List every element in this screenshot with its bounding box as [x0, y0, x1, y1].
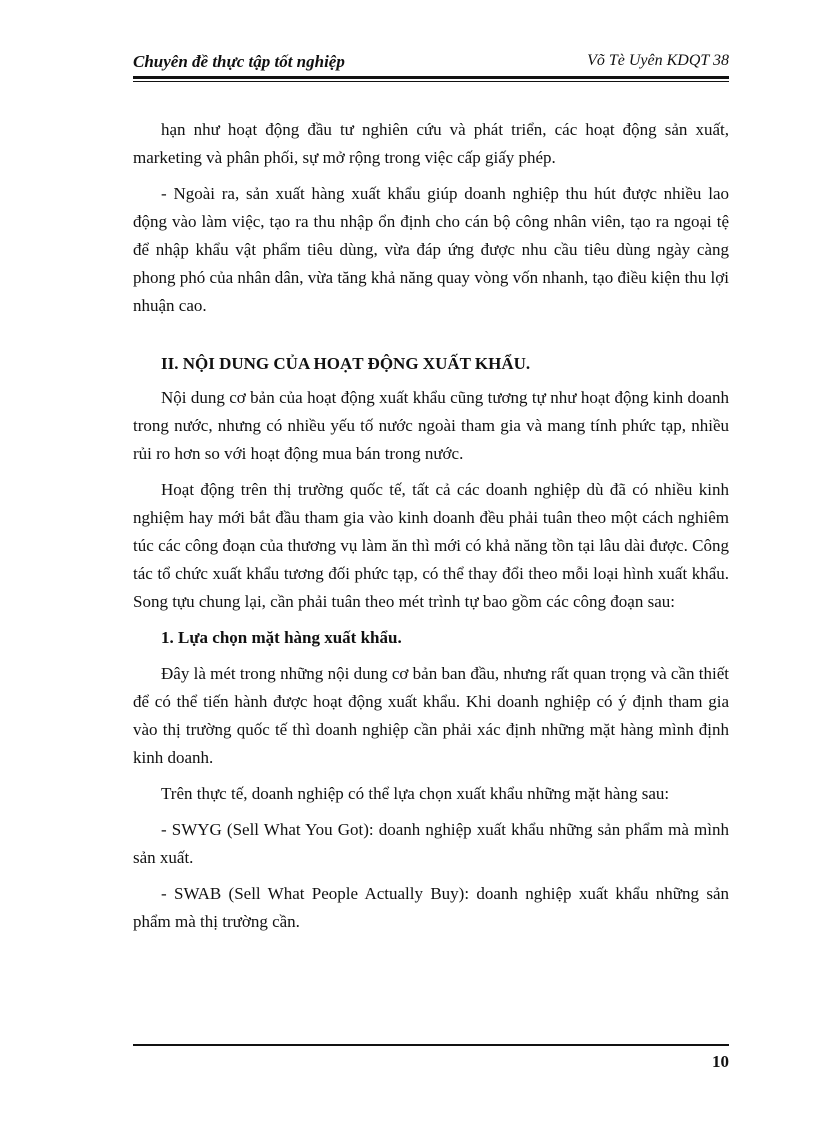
section-heading: II. NỘI DUNG CỦA HOẠT ĐỘNG XUẤT KHẨU.: [161, 354, 531, 373]
author-label: Võ Tè Uyên KDQT 38: [587, 52, 729, 69]
header-divider-thick: [133, 76, 729, 79]
header-divider-thin: [133, 81, 729, 82]
paragraph-product-selection: Đây là mét trong những nội dung cơ bản ban đầu, nhưng rất quan trọng và cần thiết để có thể tiến hành được hoạt động xuất khẩu. Khi doanh nghiệp có ý định tham gia vào thị trường quốc tế thì doanh nghiệp cần phải xác định những mặt hàng mình định kinh doanh.: [133, 664, 729, 767]
paragraph-swyg: - SWYG (Sell What You Got): doanh nghiệp xuất khẩu những sản phẩm mà mình sản xuất.: [133, 820, 729, 867]
paragraph-swab: - SWAB (Sell What People Actually Buy): doanh nghiệp xuất khẩu những sản phẩm mà thị trường cần.: [133, 884, 729, 931]
paragraph-choices-intro: Trên thực tế, doanh nghiệp có thể lựa chọn xuất khẩu những mặt hàng sau:: [161, 784, 670, 803]
page-number: 10: [712, 1052, 729, 1071]
paragraph-research-continuation: hạn như hoạt động đầu tư nghiên cứu và phát triển, các hoạt động sản xuất, marketing và phân phối, sự mở rộng trong việc cấp giấy phép.: [133, 120, 729, 167]
paragraph-export-content: Nội dung cơ bản của hoạt động xuất khẩu cũng tương tự như hoạt động kinh doanh trong nước, nhưng có nhiều yếu tố nước ngoài tham gia và mang tính phức tạp, nhiều rủi ro hơn so với hoạt động mua bán trong nước.: [133, 388, 729, 463]
paragraph-labor-benefits: - Ngoài ra, sản xuất hàng xuất khẩu giúp doanh nghiệp thu hút được nhiều lao động vào làm việc, tạo ra thu nhập ổn định cho cán bộ công nhân viên, tạo ra ngoại tệ để nhập khẩu vật phẩm tiêu dùng, vừa đáp ứng được nhu cầu tiêu dùng ngày càng phong phó của nhân dân, vừa tăng khả năng quay vòng vốn nhanh, tạo điều kiện thu lợi nhuận cao.: [133, 184, 729, 315]
footer-divider: [133, 1044, 729, 1046]
subsection-heading: 1. Lựa chọn mặt hàng xuất khẩu.: [161, 628, 402, 647]
page-header: [133, 52, 729, 78]
document-title: Chuyên đề thực tập tốt nghiệp: [133, 52, 345, 71]
page-body: [133, 116, 729, 944]
paragraph-international-market: Hoạt động trên thị trường quốc tế, tất cả các doanh nghiệp dù đã có nhiều kinh nghiệm hay mới bắt đầu tham gia vào kinh doanh đều phải tuân theo một cách nghiêm túc các công đoạn của thương vụ làm ăn thì mới có khả năng tồn tại lâu dài được. Công tác tổ chức xuất khẩu tương đối phức tạp, có thể thay đổi theo mỗi loại hình xuất khẩu. Song tựu chung lại, cần phải tuân theo mét trình tự bao gồm các công đoạn sau:: [133, 480, 729, 611]
